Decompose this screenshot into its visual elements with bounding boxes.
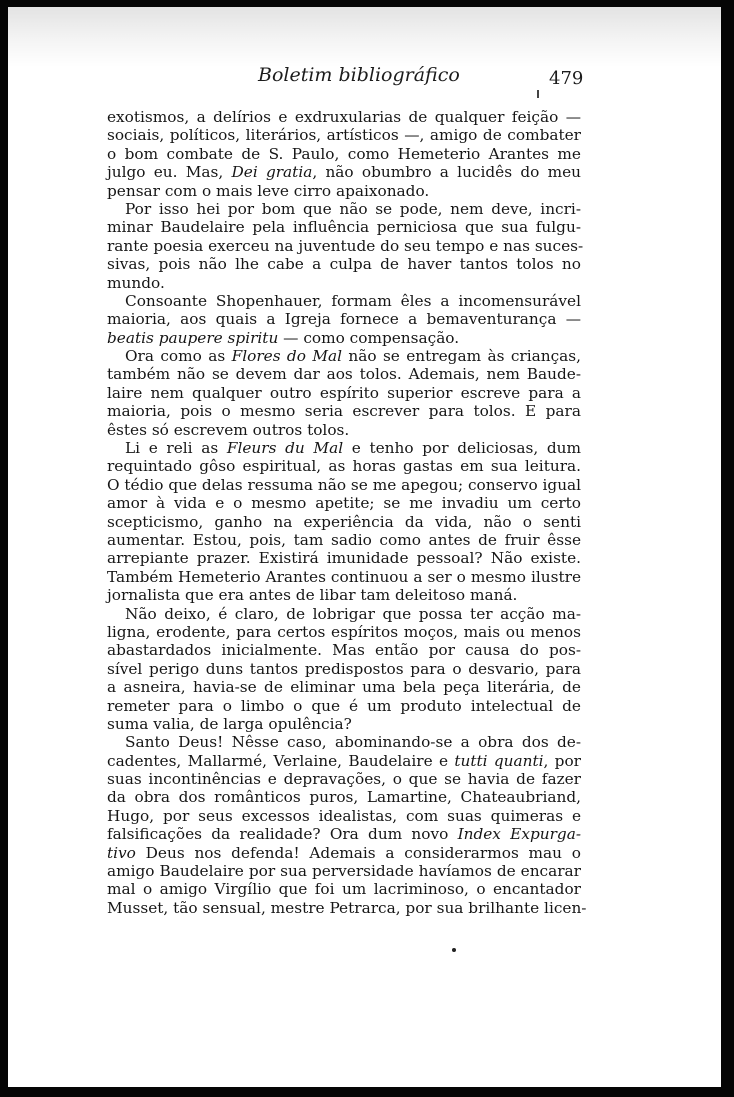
text-line: suas incontinências e depravações, o que se havia de fazer: [107, 770, 581, 789]
text-line: Também Hemeterio Arantes continuou a ser o mesmo ilustre: [107, 567, 581, 586]
running-title: Boletim bibliográfico: [258, 64, 460, 86]
text-line: suma valia, de larga opulência?: [107, 714, 352, 733]
text-line: o bom combate de S. Paulo, como Hemeterio Arantes me: [107, 144, 581, 163]
text-line: maioria, aos quais a Igreja fornece a bemaventurança —: [107, 310, 581, 329]
text-line: exotismos, a delírios e exdruxularias de qualquer feição —: [107, 108, 581, 126]
text-line: Hugo, por seus excessos idealistas, com suas quimeras e: [107, 806, 581, 825]
scan-shadow: [8, 7, 721, 67]
scan-border-left: [0, 0, 8, 1097]
text-line: O tédio que delas ressuma não se me apegou; conservo igual: [107, 475, 582, 494]
text-line: Ora como as Flores do Mal não se entregam às crianças,: [125, 347, 581, 366]
scan-border-bottom: [0, 1087, 734, 1097]
scan-border-top: [0, 0, 734, 7]
ink-dot: [452, 948, 456, 952]
text-line: jornalista que era antes de libar tam deleitoso maná.: [107, 586, 518, 605]
ink-mark: [537, 90, 539, 98]
page-number: 479: [549, 68, 584, 89]
text-line: aumentar. Estou, pois, tam sadio como antes de fruir êsse: [107, 530, 581, 549]
text-line: Santo Deus! Nêsse caso, abominando-se a obra dos de-: [125, 733, 581, 752]
text-line: arrepiante prazer. Existirá imunidade pessoal? Não existe.: [107, 549, 581, 568]
text-line: tivo Deus nos defenda! Ademais a considerarmos mau o: [107, 843, 581, 862]
text-line: Por isso hei por bom que não se pode, nem deve, incri-: [125, 199, 581, 218]
body-text: [107, 108, 587, 917]
text-line: êstes só escrevem outros tolos.: [107, 420, 350, 439]
text-line: julgo eu. Mas, Dei gratia, não obumbro a lucidês do meu: [107, 163, 581, 182]
text-line: minar Baudelaire pela influência perniciosa que sua fulgu-: [107, 218, 581, 237]
text-line: Musset, tão sensual, mestre Petrarca, por sua brilhante licen-: [107, 898, 587, 917]
text-line: sivas, pois não lhe cabe a culpa de haver tantos tolos no: [107, 255, 581, 274]
text-line: rante poesia exerceu na juventude do seu tempo e nas suces-: [107, 236, 584, 255]
text-line: a asneira, havia-se de eliminar uma bela peça literária, de: [107, 678, 581, 697]
text-line: sociais, políticos, literários, artísticos —, amigo de combater: [107, 126, 581, 145]
text-line: beatis paupere spiritu — como compensação.: [107, 328, 460, 347]
text-line: Consoante Shopenhauer, formam êles a incomensurável: [125, 291, 581, 310]
text-line: Li e reli as Fleurs du Mal e tenho por deliciosas, dum: [125, 439, 581, 458]
text-line: falsificações da realidade? Ora dum novo Index Expurga-: [107, 825, 581, 844]
scan-border-right: [721, 0, 734, 1097]
text-line: amigo Baudelaire por sua perversidade havíamos de encarar: [107, 862, 581, 881]
text-line: maioria, pois o mesmo seria escrever para tolos. E para: [107, 402, 581, 421]
text-line: da obra dos românticos puros, Lamartine, Chateaubriand,: [107, 788, 581, 807]
text-line: abastardados inicialmente. Mas então por causa do pos-: [107, 641, 581, 660]
text-line: laire nem qualquer outro espírito superior escreve para a: [107, 383, 581, 402]
text-line: requintado gôso espiritual, as horas gastas em sua leitura.: [107, 457, 581, 476]
text-line: remeter para o limbo o que é um produto intelectual de: [107, 696, 581, 715]
text-line: scepticismo, ganho na experiência da vida, não o senti: [107, 512, 581, 531]
text-line: pensar com o mais leve cirro apaixonado.: [107, 181, 430, 200]
text-line: mundo.: [107, 273, 165, 292]
text-line: também não se devem dar aos tolos. Ademais, nem Baude-: [107, 365, 581, 384]
text-line: sível perigo duns tantos predispostos para o desvario, para: [107, 659, 581, 678]
text-line: amor à vida e o mesmo apetite; se me invadiu um certo: [107, 494, 581, 513]
text-line: cadentes, Mallarmé, Verlaine, Baudelaire e tutti quanti, por: [107, 751, 581, 770]
text-line: ligna, erodente, para certos espíritos moços, mais ou menos: [107, 622, 581, 641]
text-line: Não deixo, é claro, de lobrigar que possa ter acção ma-: [125, 604, 581, 623]
text-line: mal o amigo Virgílio que foi um lacriminoso, o encantador: [107, 880, 581, 899]
